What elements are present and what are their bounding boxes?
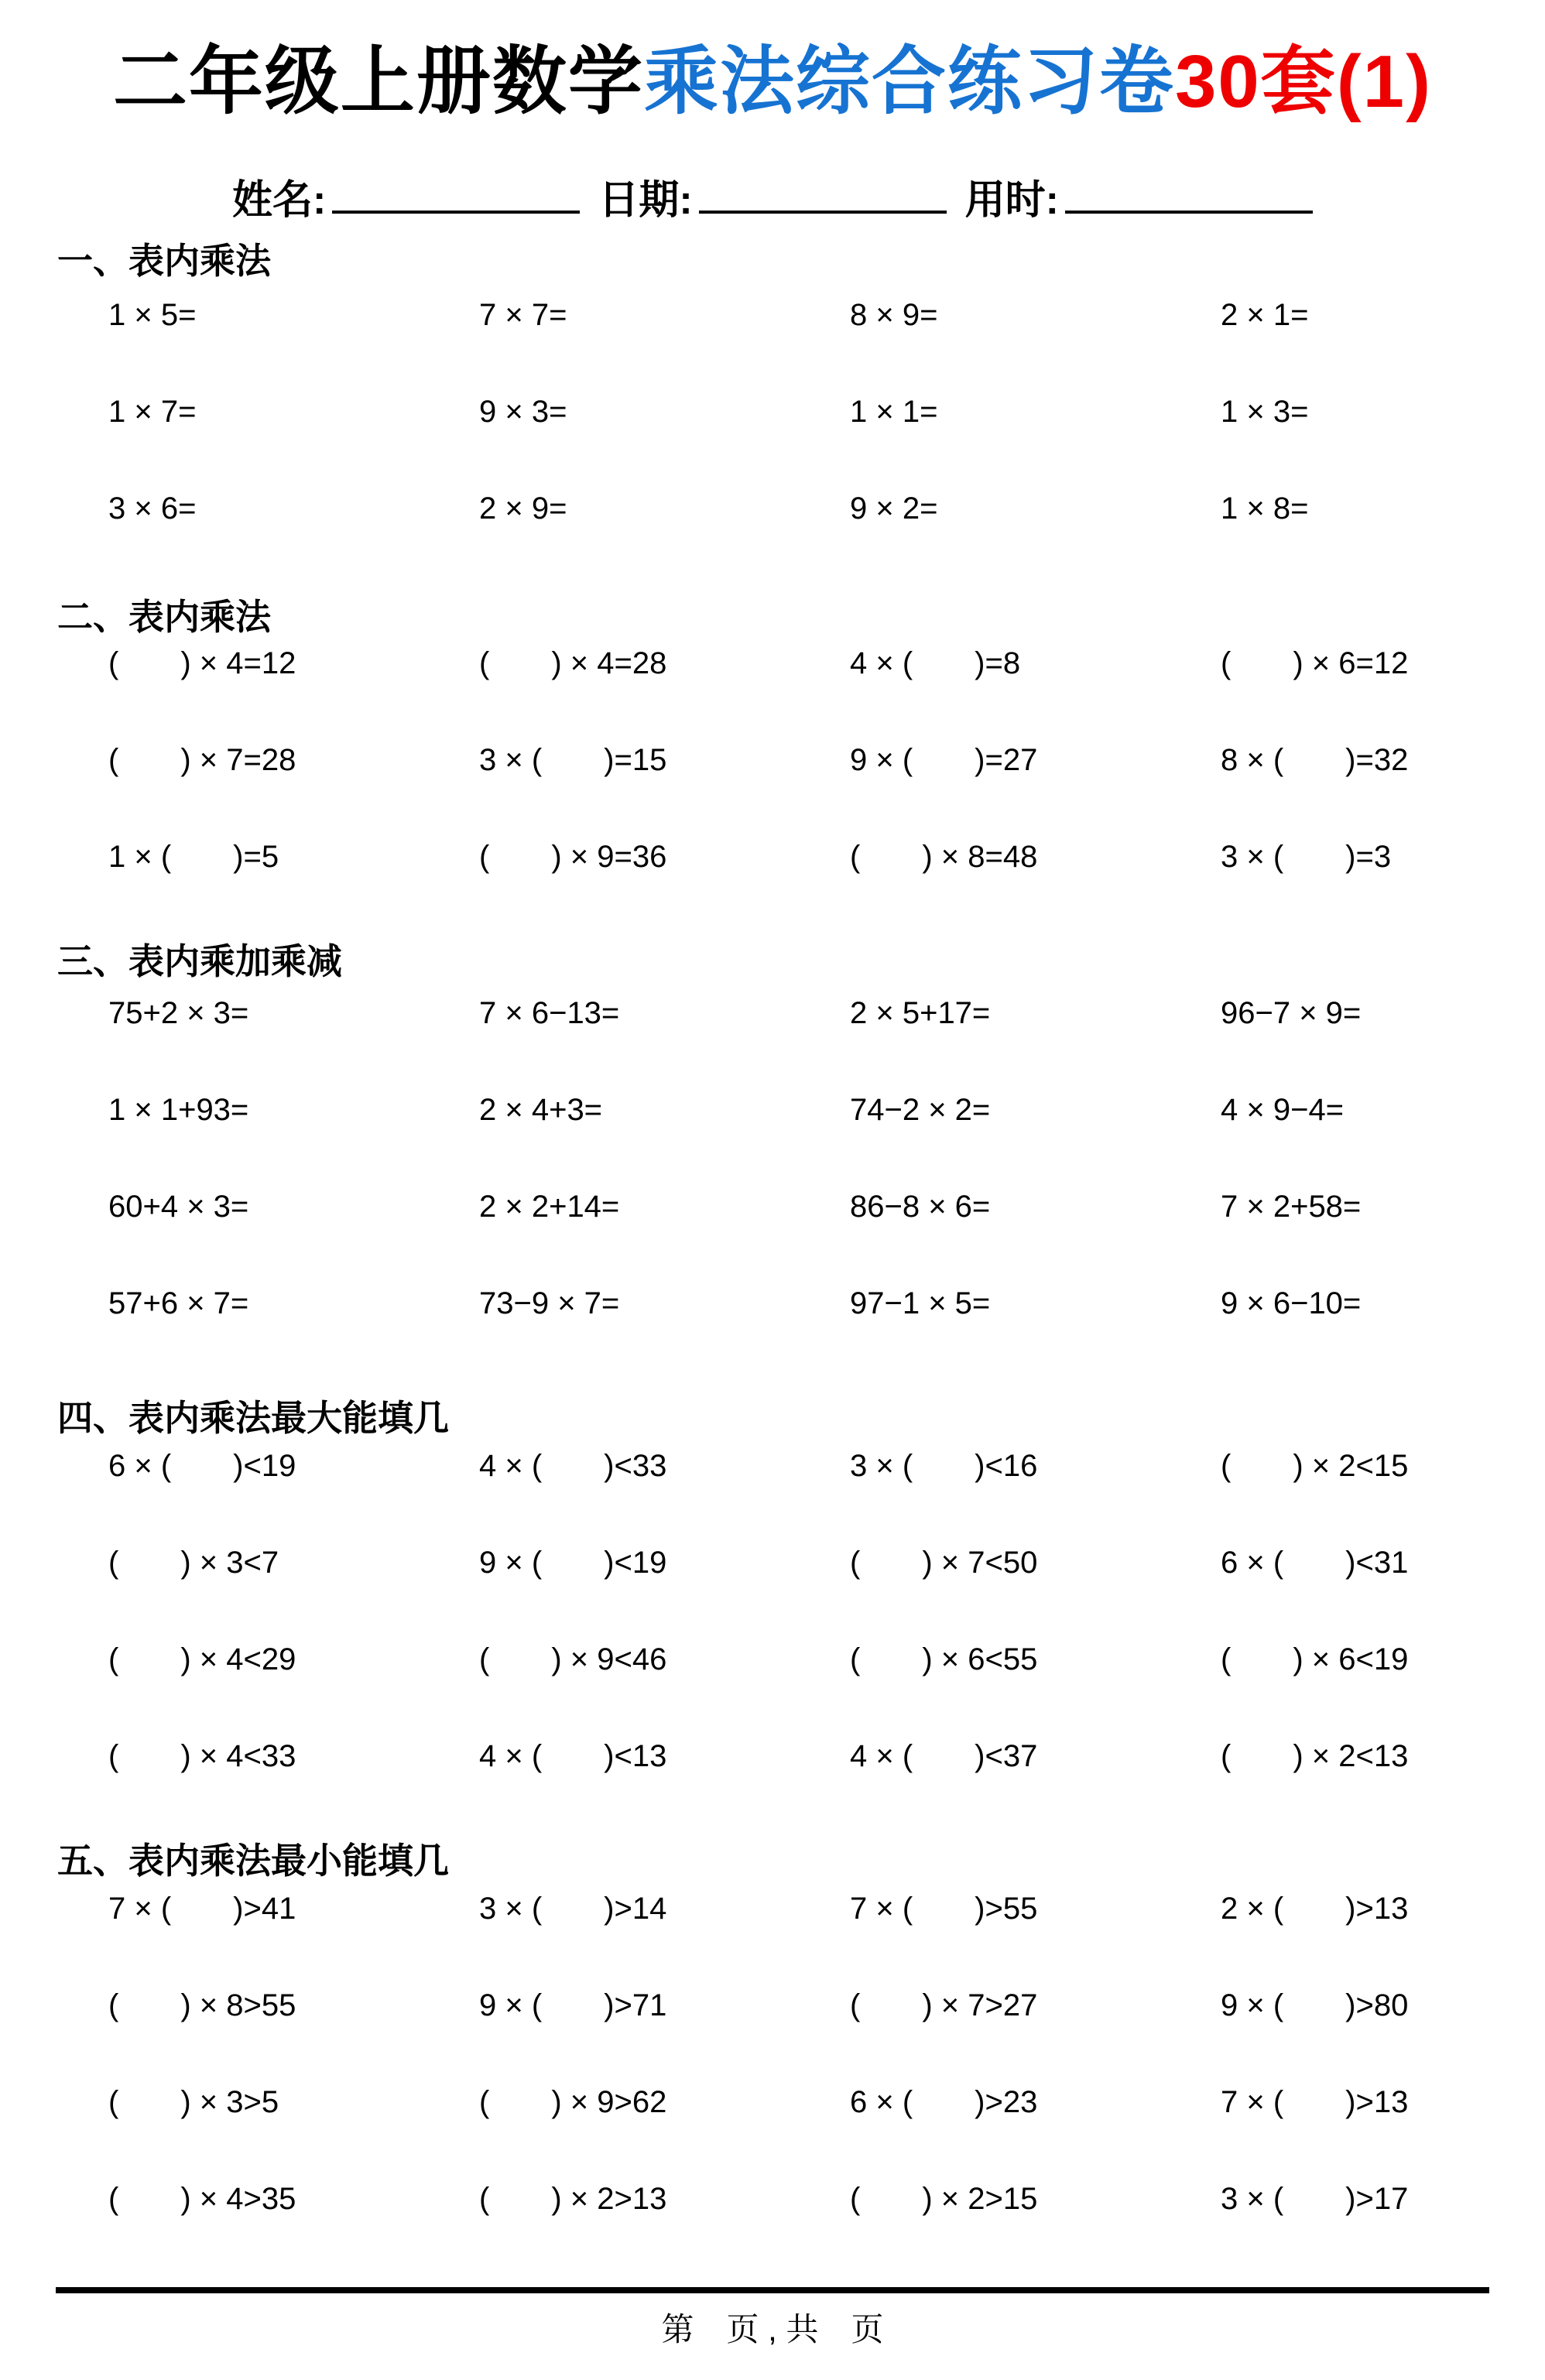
problem-row — [108, 1737, 1545, 1834]
math-problem: 3 × ( )>17 — [1221, 2181, 1409, 2216]
math-problem: 73−9 × 7= — [479, 1286, 620, 1320]
math-problem: 2 × 1= — [1221, 297, 1309, 332]
math-problem: 3 × ( )>14 — [479, 1891, 667, 1926]
math-problem: ( ) × 4=12 — [108, 646, 296, 680]
math-problem: ( ) × 9>62 — [479, 2084, 667, 2119]
math-problem: ( ) × 3>5 — [108, 2084, 279, 2119]
section-heading: 五、表内乘法最小能填几 — [57, 1840, 449, 1881]
problem-rows — [108, 296, 1545, 586]
problem-row — [108, 1091, 1545, 1187]
math-problem: ( ) × 4<33 — [108, 1738, 296, 1773]
math-problem: ( ) × 7<50 — [850, 1545, 1038, 1580]
name-blank-line — [332, 172, 580, 214]
problem-row — [108, 741, 1545, 837]
problem-row — [108, 2083, 1545, 2180]
math-problem: 1 × ( )=5 — [108, 839, 279, 874]
math-problem: 7 × ( )>55 — [850, 1891, 1038, 1926]
page-number-footer: 第 页 , 共 页 — [661, 2310, 884, 2347]
math-problem: 2 × 2+14= — [479, 1189, 620, 1224]
problem-row — [108, 2180, 1545, 2276]
math-problem: 7 × ( )>41 — [108, 1891, 296, 1926]
page-title — [0, 0, 1545, 124]
math-problem: ( ) × 6=12 — [1221, 646, 1409, 680]
section-heading: 三、表内乘加乘减 — [57, 940, 342, 981]
sections-container — [0, 238, 1545, 2276]
math-problem: 2 × ( )>13 — [1221, 1891, 1409, 1926]
section-heading: 一、表内乘法 — [57, 240, 271, 281]
math-problem: 7 × 7= — [479, 297, 567, 332]
problem-row — [108, 489, 1545, 586]
math-problem: ( ) × 8=48 — [850, 839, 1038, 874]
date-label: 日期: — [598, 177, 693, 223]
footer-divider — [56, 2287, 1489, 2293]
problem-rows — [108, 1889, 1545, 2276]
math-problem: 86−8 × 6= — [850, 1189, 991, 1224]
math-problem: 97−1 × 5= — [850, 1286, 991, 1320]
math-problem: ( ) × 9=36 — [479, 839, 667, 874]
name-label: 姓名: — [232, 177, 327, 223]
math-problem: 2 × 5+17= — [850, 995, 991, 1030]
math-problem: 9 × 2= — [850, 491, 938, 526]
problem-rows — [108, 644, 1545, 934]
math-problem: 1 × 3= — [1221, 394, 1309, 429]
problem-row — [108, 1986, 1545, 2083]
math-problem: 6 × ( )<31 — [1221, 1545, 1409, 1580]
math-problem: 6 × ( )<19 — [108, 1448, 296, 1483]
math-problem: 7 × ( )>13 — [1221, 2084, 1409, 2119]
problem-row — [108, 1447, 1545, 1543]
problem-row — [108, 1543, 1545, 1640]
math-problem: 74−2 × 2= — [850, 1092, 991, 1127]
math-problem: 2 × 9= — [479, 491, 567, 526]
math-problem: 9 × ( )<19 — [479, 1545, 667, 1580]
worksheet-section-5 — [0, 1837, 1545, 2276]
math-problem: 3 × ( )=15 — [479, 742, 667, 777]
time-blank-line — [1065, 172, 1313, 214]
title-set-part: 30套(1) — [1174, 40, 1433, 123]
problem-row — [108, 1889, 1545, 1986]
math-problem: 9 × ( )>80 — [1221, 1988, 1409, 2022]
math-problem: 1 × 5= — [108, 297, 197, 332]
section-heading: 四、表内乘法最大能填几 — [57, 1397, 449, 1438]
math-problem: 9 × 3= — [479, 394, 567, 429]
problem-row — [108, 644, 1545, 741]
problem-row — [108, 1640, 1545, 1737]
math-problem: 8 × ( )=32 — [1221, 742, 1409, 777]
math-problem: 4 × ( )<13 — [479, 1738, 667, 1773]
worksheet-section-2 — [0, 594, 1545, 934]
math-problem: ( ) × 6<55 — [850, 1642, 1038, 1676]
math-problem: ( ) × 7=28 — [108, 742, 296, 777]
math-problem: 4 × ( )=8 — [850, 646, 1021, 680]
math-problem: ( ) × 4=28 — [479, 646, 667, 680]
math-problem: 9 × 6−10= — [1221, 1286, 1362, 1320]
math-problem: ( ) × 2>13 — [479, 2181, 667, 2216]
worksheet-section-4 — [0, 1395, 1545, 1834]
problem-row — [108, 1284, 1545, 1381]
math-problem: 7 × 6−13= — [479, 995, 620, 1030]
math-problem: 57+6 × 7= — [108, 1286, 249, 1320]
math-problem: ( ) × 3<7 — [108, 1545, 279, 1580]
section-heading: 二、表内乘法 — [57, 596, 271, 637]
math-problem: ( ) × 6<19 — [1221, 1642, 1409, 1676]
math-problem: ( ) × 2<13 — [1221, 1738, 1409, 1773]
problem-row — [108, 1187, 1545, 1284]
math-problem: ( ) × 2<15 — [1221, 1448, 1409, 1483]
problem-rows — [108, 1447, 1545, 1834]
student-info-line — [0, 167, 1545, 225]
math-problem: 3 × 6= — [108, 491, 197, 526]
problem-row — [108, 994, 1545, 1091]
math-problem: ( ) × 8>55 — [108, 1988, 296, 2022]
math-problem: 1 × 1+93= — [108, 1092, 249, 1127]
problem-row — [108, 296, 1545, 392]
math-problem: ( ) × 7>27 — [850, 1988, 1038, 2022]
math-problem: 75+2 × 3= — [108, 995, 249, 1030]
math-problem: 7 × 2+58= — [1221, 1189, 1362, 1224]
math-problem: 9 × ( )=27 — [850, 742, 1038, 777]
math-problem: 8 × 9= — [850, 297, 938, 332]
title-grade-part: 二年级上册数学 — [112, 40, 644, 123]
date-blank-line — [699, 172, 947, 214]
math-problem: ( ) × 2>15 — [850, 2181, 1038, 2216]
math-problem: 1 × 1= — [850, 394, 938, 429]
math-problem: 60+4 × 3= — [108, 1189, 249, 1224]
title-topic-part: 乘法综合练习卷 — [643, 40, 1175, 123]
problem-rows — [108, 994, 1545, 1381]
math-problem: 4 × ( )<37 — [850, 1738, 1038, 1773]
math-problem: 96−7 × 9= — [1221, 995, 1362, 1030]
math-problem: 1 × 7= — [108, 394, 197, 429]
worksheet-section-3 — [0, 938, 1545, 1381]
math-problem: ( ) × 9<46 — [479, 1642, 667, 1676]
math-problem: 6 × ( )>23 — [850, 2084, 1038, 2119]
math-problem: 4 × ( )<33 — [479, 1448, 667, 1483]
problem-row — [108, 392, 1545, 489]
math-problem: 9 × ( )>71 — [479, 1988, 667, 2022]
math-problem: ( ) × 4>35 — [108, 2181, 296, 2216]
math-problem: ( ) × 4<29 — [108, 1642, 296, 1676]
math-problem: 1 × 8= — [1221, 491, 1309, 526]
worksheet-section-1 — [0, 238, 1545, 586]
problem-row — [108, 837, 1545, 934]
time-label: 用时: — [964, 177, 1059, 223]
math-problem: 4 × 9−4= — [1221, 1092, 1345, 1127]
math-problem: 2 × 4+3= — [479, 1092, 603, 1127]
math-problem: 3 × ( )<16 — [850, 1448, 1038, 1483]
math-problem: 3 × ( )=3 — [1221, 839, 1392, 874]
